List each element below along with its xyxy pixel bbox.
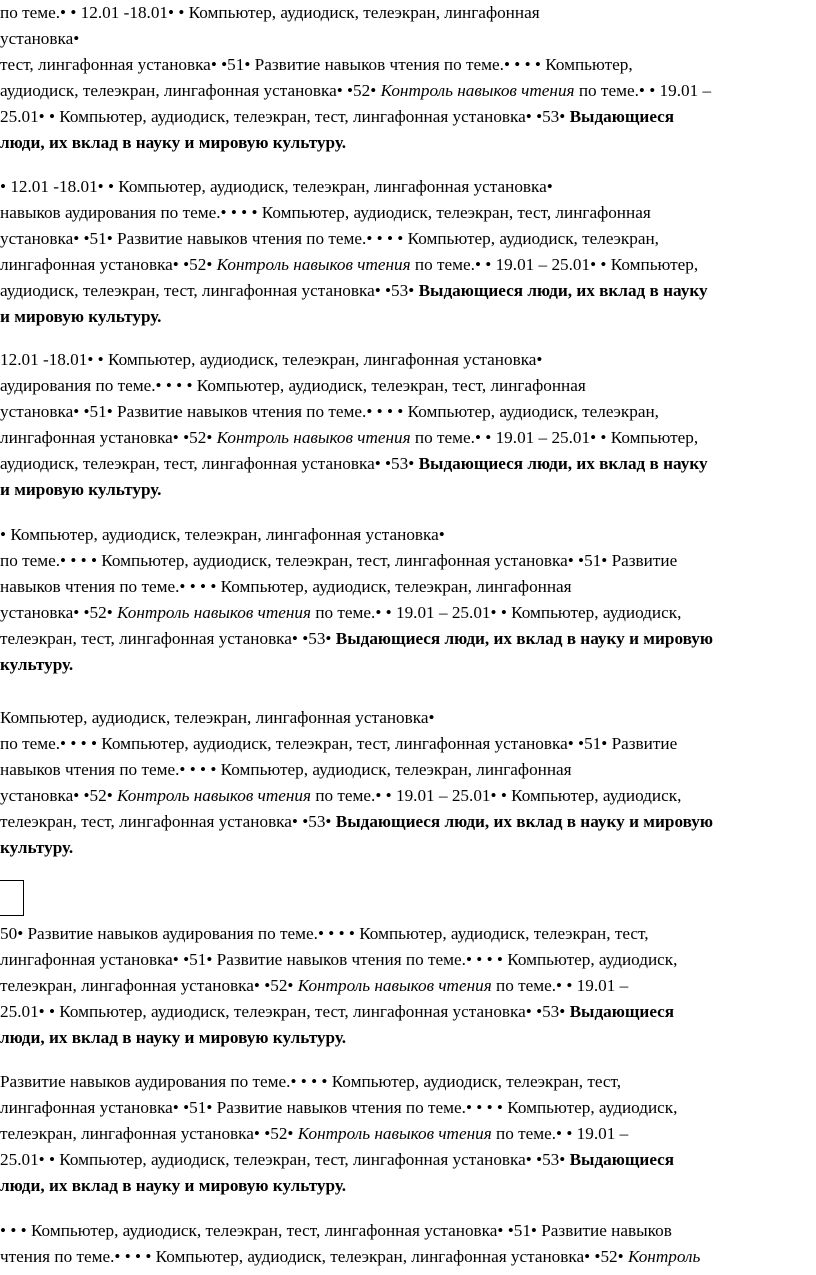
text-line <box>0 174 816 200</box>
paragraph <box>0 705 816 861</box>
text-run: аудиодиск, телеэкран, тест, лингафонная установка• •53• <box>0 281 419 300</box>
text-run: 25.01• • Компьютер, аудиодиск, телеэкран, тест, лингафонная установка• •53• <box>0 1002 570 1021</box>
text-run: телеэкран, лингафонная установка• •52• <box>0 1124 298 1143</box>
text-run: тест, лингафонная установка• •51• Развитие навыков чтения по теме.• • • • Компьютер, <box>0 55 633 74</box>
text-line <box>0 921 816 947</box>
text-line <box>0 574 816 600</box>
text-line <box>0 835 816 861</box>
text-line <box>0 626 816 652</box>
text-run: по теме.• • 19.01 – <box>491 976 629 995</box>
text-line <box>0 399 816 425</box>
text-line <box>0 1244 816 1270</box>
text-line <box>0 78 816 104</box>
text-run: Компьютер, аудиодиск, телеэкран, лингафонная установка• <box>0 708 435 727</box>
text-run: по теме.• • 19.01 – <box>491 1124 629 1143</box>
bold-text: Выдающиеся люди, их вклад в науку <box>418 281 708 300</box>
italic-text: Контроль навыков чтения <box>216 255 411 274</box>
bold-text: Выдающиеся <box>569 107 675 126</box>
text-line <box>0 809 816 835</box>
bold-text: люди, их вклад в науку и мировую культуру. <box>0 1028 347 1047</box>
text-run: 25.01• • Компьютер, аудиодиск, телеэкран, тест, лингафонная установка• •53• <box>0 107 570 126</box>
italic-text: Контроль навыков чтения <box>297 1124 492 1143</box>
text-line <box>0 1025 816 1051</box>
text-line <box>0 731 816 757</box>
paragraph <box>0 1069 816 1199</box>
text-line <box>0 522 816 548</box>
text-line <box>0 1218 816 1244</box>
text-line <box>0 1095 816 1121</box>
text-run: установка• •51• Развитие навыков чтения по теме.• • • • Компьютер, аудиодиск, телеэкран, <box>0 402 659 421</box>
text-line <box>0 652 816 678</box>
text-run: аудиодиск, телеэкран, лингафонная установка• •52• <box>0 81 381 100</box>
italic-text: Контроль навыков чтения <box>216 428 411 447</box>
text-run: установка• •52• <box>0 603 118 622</box>
text-run: лингафонная установка• •51• Развитие навыков чтения по теме.• • • • Компьютер, аудиодиск, <box>0 950 678 969</box>
text-line <box>0 999 816 1025</box>
text-line <box>0 477 816 503</box>
bold-text: люди, их вклад в науку и мировую культуру. <box>0 133 347 152</box>
text-run: • 12.01 -18.01• • Компьютер, аудиодиск, телеэкран, лингафонная установка• <box>0 177 553 196</box>
paragraph <box>0 921 816 1051</box>
text-run: установка• •51• Развитие навыков чтения по теме.• • • • Компьютер, аудиодиск, телеэкран, <box>0 229 659 248</box>
text-run: навыков аудирования по теме.• • • • Компьютер, аудиодиск, телеэкран, тест, лингафонная <box>0 203 651 222</box>
text-line <box>0 252 816 278</box>
text-run: • • • Компьютер, аудиодиск, телеэкран, тест, лингафонная установка• •51• Развитие навыков <box>0 1221 672 1240</box>
bold-text: Выдающиеся <box>569 1150 675 1169</box>
text-line <box>0 104 816 130</box>
text-run: телеэкран, лингафонная установка• •52• <box>0 976 298 995</box>
paragraph <box>0 522 816 678</box>
italic-text: Контроль навыков чтения <box>117 786 312 805</box>
text-run: лингафонная установка• •52• <box>0 428 217 447</box>
text-line <box>0 0 816 26</box>
text-run: чтения по теме.• • • • Компьютер, аудиодиск, телеэкран, лингафонная установка• •52• <box>0 1247 628 1266</box>
text-run: навыков чтения по теме.• • • • Компьютер, аудиодиск, телеэкран, лингафонная <box>0 760 572 779</box>
text-run: навыков чтения по теме.• • • • Компьютер, аудиодиск, телеэкран, лингафонная <box>0 577 572 596</box>
text-line <box>0 600 816 626</box>
text-run: • Компьютер, аудиодиск, телеэкран, лингафонная установка• <box>0 525 445 544</box>
bold-text: Выдающиеся люди, их вклад в науку <box>418 454 708 473</box>
bold-text: культуру. <box>0 655 74 674</box>
paragraph <box>0 0 816 156</box>
text-run: по теме.• • 12.01 -18.01• • Компьютер, аудиодиск, телеэкран, лингафонная <box>0 3 540 22</box>
text-line <box>0 548 816 574</box>
italic-text: Контроль навыков чтения <box>297 976 492 995</box>
text-run: лингафонная установка• •51• Развитие навыков чтения по теме.• • • • Компьютер, аудиодиск, <box>0 1098 678 1117</box>
bold-text: культуру. <box>0 838 74 857</box>
text-line <box>0 1069 816 1095</box>
text-run: по теме.• • 19.01 – 25.01• • Компьютер, аудиодиск, <box>311 603 682 622</box>
text-run: аудирования по теме.• • • • Компьютер, аудиодиск, телеэкран, тест, лингафонная <box>0 376 586 395</box>
text-run: 12.01 -18.01• • Компьютер, аудиодиск, телеэкран, лингафонная установка• <box>0 350 543 369</box>
text-run: аудиодиск, телеэкран, тест, лингафонная установка• •53• <box>0 454 419 473</box>
empty-table-cell <box>0 880 24 916</box>
text-line <box>0 947 816 973</box>
text-run: по теме.• • 19.01 – 25.01• • Компьютер, <box>410 255 699 274</box>
text-line <box>0 278 816 304</box>
text-run: установка• •52• <box>0 786 118 805</box>
paragraph <box>0 1218 816 1270</box>
text-line <box>0 226 816 252</box>
text-run: по теме.• • 19.01 – <box>574 81 712 100</box>
text-line <box>0 26 816 52</box>
text-run: телеэкран, тест, лингафонная установка• •53• <box>0 629 336 648</box>
italic-text: Контроль <box>627 1247 701 1266</box>
text-line <box>0 1147 816 1173</box>
bold-text: Выдающиеся <box>569 1002 675 1021</box>
text-run: Развитие навыков аудирования по теме.• • • • Компьютер, аудиодиск, телеэкран, тест, <box>0 1072 622 1091</box>
text-run: телеэкран, тест, лингафонная установка• •53• <box>0 812 336 831</box>
text-line <box>0 757 816 783</box>
italic-text: Контроль навыков чтения <box>117 603 312 622</box>
text-line <box>0 425 816 451</box>
text-run: по теме.• • 19.01 – 25.01• • Компьютер, <box>410 428 699 447</box>
text-run: лингафонная установка• •52• <box>0 255 217 274</box>
text-line <box>0 1121 816 1147</box>
text-run: 50• Развитие навыков аудирования по теме.• • • • Компьютер, аудиодиск, телеэкран, тест, <box>0 924 649 943</box>
text-line <box>0 973 816 999</box>
bold-text: Выдающиеся люди, их вклад в науку и мировую <box>335 629 714 648</box>
text-run: 25.01• • Компьютер, аудиодиск, телеэкран, тест, лингафонная установка• •53• <box>0 1150 570 1169</box>
text-line <box>0 52 816 78</box>
text-run: по теме.• • • • Компьютер, аудиодиск, телеэкран, тест, лингафонная установка• •51• Развитие <box>0 551 678 570</box>
text-line <box>0 130 816 156</box>
text-line <box>0 304 816 330</box>
text-line <box>0 783 816 809</box>
paragraph <box>0 347 816 503</box>
text-line <box>0 1173 816 1199</box>
text-line <box>0 451 816 477</box>
text-line <box>0 200 816 226</box>
text-line <box>0 347 816 373</box>
text-run: по теме.• • • • Компьютер, аудиодиск, телеэкран, тест, лингафонная установка• •51• Развитие <box>0 734 678 753</box>
bold-text: Выдающиеся люди, их вклад в науку и мировую <box>335 812 714 831</box>
text-line <box>0 373 816 399</box>
text-line <box>0 705 816 731</box>
bold-text: люди, их вклад в науку и мировую культуру. <box>0 1176 347 1195</box>
bold-text: и мировую культуру. <box>0 307 162 326</box>
paragraph <box>0 174 816 330</box>
text-run: установка• <box>0 29 80 48</box>
bold-text: и мировую культуру. <box>0 480 162 499</box>
italic-text: Контроль навыков чтения <box>380 81 575 100</box>
text-run: по теме.• • 19.01 – 25.01• • Компьютер, аудиодиск, <box>311 786 682 805</box>
